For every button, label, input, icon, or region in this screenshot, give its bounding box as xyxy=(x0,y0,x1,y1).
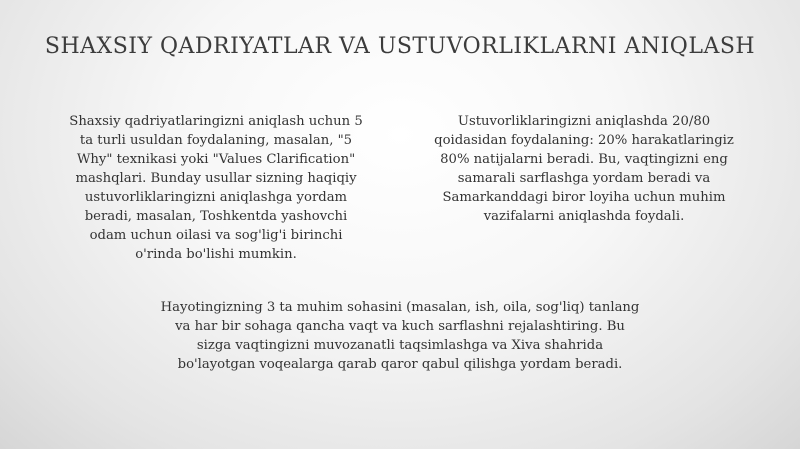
left-text-block: Shaxsiy qadriyatlaringizni aniqlash uchun 5 ta turli usuldan foydalaning, masalan, "5 Why" texnikasi yoki "Values Clarification" mashqlari. Bunday usullar sizning haqiqiy ustuvorliklaringizni aniqlashga yordam beradi, masalan, Toshkentda yashovchi odam uchun oilasi va sog'lig'i birinchi o'rinda bo'lishi mumkin. xyxy=(69,114,363,262)
bottom-text-block: Hayotingizning 3 ta muhim sohasini (masalan, ish, oila, sog'liq) tanlang va har bir sohaga qancha vaqt va kuch sarflashni rejalashtiring. Bu sizga vaqtingizni muvozanatli taqsimlashga va Xiva shahrida bo'layotgan voqealarga qarab qaror qabul qilishga yordam beradi. xyxy=(160,300,640,372)
right-text-block: Ustuvorliklaringizni aniqlashda 20/80 qoidasidan foydalaning: 20% harakatlaringiz 80% natijalarni beradi. Bu, vaqtingizni eng samarali sarflashga yordam beradi va Samarkanddagi biror loyiha uchun muhim vazifalarni aniqlashda foydali. xyxy=(434,114,734,224)
slide-title: SHAXSIY QADRIYATLAR VA USTUVORLIKLARNI ANIQLASH xyxy=(44,34,756,59)
